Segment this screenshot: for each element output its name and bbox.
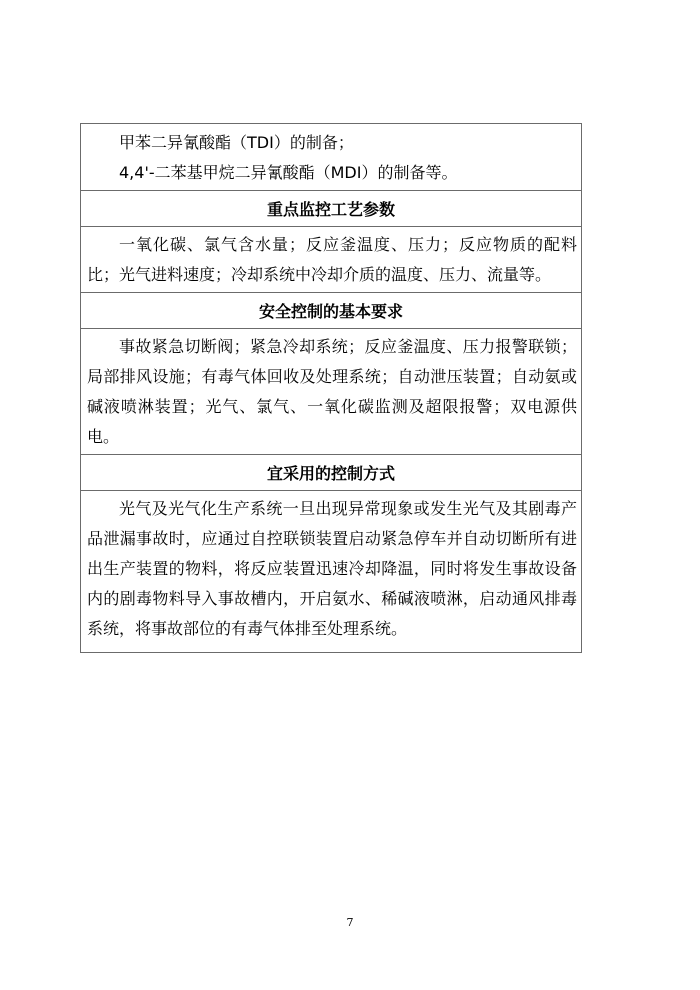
intro-item-mdi: 4,4'-二苯基甲烷二异氰酸酯（MDI）的制备等。 [119, 163, 458, 182]
section-body-control-methods [81, 491, 581, 652]
section-body-monitoring-params [81, 227, 581, 292]
section-header-monitoring-params: 重点监控工艺参数 [81, 190, 581, 227]
page-number: 7 [346, 916, 354, 929]
intro-cell [81, 124, 581, 190]
intro-item-tdi: 甲苯二异氰酸酯（TDI）的制备； [119, 133, 354, 152]
process-table [80, 123, 582, 653]
section-body-safety-requirements [81, 329, 581, 454]
control-methods-text: 光气及光气化生产系统一旦出现异常现象或发生光气及其剧毒产品泄漏事故时，应通过自控联锁装置启动紧急停车并自动切断所有进出生产装置的物料，将反应装置迅速冷却降温，同时将发生事故设备内的剧毒物料导入事故槽内，开启氨水、稀碱液喷淋，启动通风排毒系统，将事故部位的有毒气体排至处理系统。 [87, 499, 577, 638]
section-header-control-methods: 宜采用的控制方式 [81, 454, 581, 491]
safety-requirements-text: 事故紧急切断阀；紧急冷却系统；反应釜温度、压力报警联锁；局部排风设施；有毒气体回收及处理系统；自动泄压装置；自动氨或碱液喷淋装置；光气、氯气、一氧化碳监测及超限报警；双电源供电。 [87, 337, 577, 446]
monitoring-params-text: 一氧化碳、氯气含水量；反应釜温度、压力；反应物质的配料比；光气进料速度；冷却系统中冷却介质的温度、压力、流量等。 [87, 235, 577, 284]
section-header-safety-requirements: 安全控制的基本要求 [81, 292, 581, 329]
